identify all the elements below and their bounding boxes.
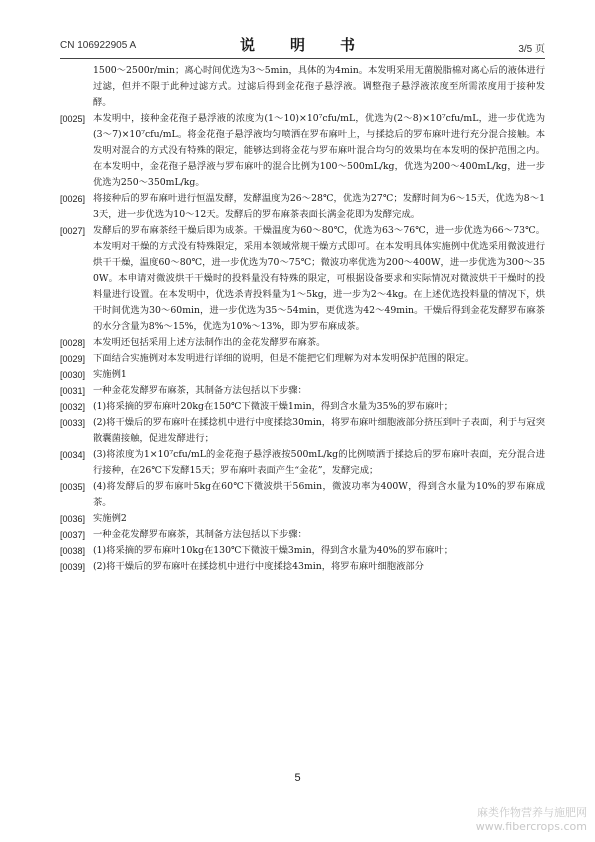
paragraph-0037 bbox=[60, 527, 545, 543]
section-heading: 实施例2 bbox=[93, 513, 127, 524]
publication-number: CN 106922905 A bbox=[60, 40, 137, 51]
paragraph-text: 本发明还包括采用上述方法制作出的金花发酵罗布麻茶。 bbox=[93, 337, 326, 348]
paragraph-text: (1)将采摘的罗布麻叶20kg在150℃下微波干燥1min，得到含水量为35%的罗布麻叶； bbox=[93, 401, 454, 412]
paragraph-number: [0034] bbox=[60, 450, 86, 460]
paragraph-text: 本发明中，接种金花孢子悬浮液的浓度为(1～10)×10⁷cfu/mL，优选为(2～8)×10⁷cfu/mL，进一步优选为(3～7)×10⁷cfu/mL。将金花孢子悬浮液均匀喷洒在罗布麻叶上，与揉捻后的罗布麻叶进行充分混合接触。本发明对混合的方式没有特殊的限定，能够达到将金花与罗布麻叶混合均匀的效果均在本发明的保护范围之内。在本发明中，金花孢子悬浮液与罗布麻叶的混合比例为100～500mL/kg，优选为200～400mL/kg，进一步优选为250～350mL/kg。 bbox=[93, 113, 545, 188]
paragraph-number: [0037] bbox=[60, 530, 86, 540]
section-heading: 实施例1 bbox=[93, 369, 127, 380]
paragraph-0039 bbox=[60, 559, 545, 575]
page-number: 5 bbox=[294, 772, 301, 784]
paragraph-0030 bbox=[60, 367, 545, 383]
paragraph-number: [0025] bbox=[60, 114, 86, 124]
paragraph-text: 一种金花发酵罗布麻茶，其制备方法包括以下步骤： bbox=[93, 385, 307, 396]
paragraph-number: [0029] bbox=[60, 354, 86, 364]
document-body bbox=[60, 63, 545, 575]
paragraph-number: [0030] bbox=[60, 370, 86, 380]
paragraph-0026 bbox=[60, 191, 545, 223]
paragraph-number: [0031] bbox=[60, 386, 86, 396]
paragraph-text: 发酵后的罗布麻茶经干燥后即为成茶。干燥温度为60～80℃，优选为63～76℃，进一步优选为66～73℃。本发明对干燥的方式没有特殊限定，采用本领域常规干燥方式即可。在本发明具体实施例中优选采用微波进行烘干干燥，温度60～80℃，进一步优选为70～75℃；微波功率优选为200～400W，进一步优选为300～350W。本申请对微波烘干干燥时的投料量没有特殊的限定，可根据设备要求和实际情况对微波烘干干燥时的投料量进行设置。在本发明中，优选杀青投料量为1～5kg，进一步为2～4kg。在上述优选投料量的情况下，烘干时间优选为30～60min，进一步优选为35～54min，更优选为42～49min。干燥后得到金花发酵罗布麻茶的水分含量为8%～15%，优选为10%～13%，即为罗布麻成茶。 bbox=[93, 225, 545, 332]
paragraph-0027 bbox=[60, 223, 545, 335]
watermark bbox=[476, 806, 587, 834]
paragraph-0025 bbox=[60, 111, 545, 191]
document-title: 说 明 书 bbox=[239, 36, 365, 54]
paragraph-0033 bbox=[60, 415, 545, 447]
paragraph-number: [0032] bbox=[60, 402, 86, 412]
paragraph-0035 bbox=[60, 479, 545, 511]
paragraph-number: [0036] bbox=[60, 514, 86, 524]
paragraph-0029 bbox=[60, 351, 545, 367]
paragraph-text: 将接种后的罗布麻叶进行恒温发酵，发酵温度为26～28℃，优选为27℃；发酵时间为6～15天，优选为8～13天，进一步优选为10～12天。发酵后的罗布麻茶表面长满金花即为发酵完成。 bbox=[93, 193, 545, 220]
paragraph-0031 bbox=[60, 383, 545, 399]
paragraph-0028 bbox=[60, 335, 545, 351]
paragraph-text: (2)将干燥后的罗布麻叶在揉捻机中进行中度揉捻30min，将罗布麻叶细胞液部分挤压到叶子表面，利于与冠突散囊菌接触，促进发酵进行； bbox=[93, 417, 545, 444]
page-indicator: 3/5 页 bbox=[518, 44, 545, 55]
paragraph-text: 一种金花发酵罗布麻茶，其制备方法包括以下步骤： bbox=[93, 529, 307, 540]
paragraph-number: [0028] bbox=[60, 338, 86, 348]
watermark-url: www.fibercrops.com bbox=[475, 820, 587, 833]
paragraph-0038 bbox=[60, 543, 545, 559]
watermark-title: 麻类作物营养与施肥网 bbox=[477, 806, 587, 819]
header-rule bbox=[60, 58, 545, 59]
paragraph-number: [0027] bbox=[60, 226, 86, 236]
paragraph-number: [0035] bbox=[60, 482, 86, 492]
paragraph-number: [0039] bbox=[60, 562, 86, 572]
paragraph-text: (3)将浓度为1×10⁷cfu/mL的金花孢子悬浮液按500mL/kg的比例喷洒于揉捻后的罗布麻叶表面，充分混合进行接种，在26℃下发酵15天；罗布麻叶表面产生“金花”，发酵完成； bbox=[93, 449, 545, 476]
paragraph-text: (1)将采摘的罗布麻叶10kg在130℃下微波干燥3min，得到含水量为40%的罗布麻叶； bbox=[93, 545, 454, 556]
paragraph-text: 下面结合实施例对本发明进行详细的说明，但是不能把它们理解为对本发明保护范围的限定。 bbox=[93, 353, 475, 364]
paragraph-number: [0026] bbox=[60, 194, 86, 204]
paragraph-0036 bbox=[60, 511, 545, 527]
paragraph-text: 1500～2500r/min；离心时间优选为3～5min，具体的为4min。本发明采用无菌脱脂棉对离心后的液体进行过滤，但并不限于此种过滤方式。过滤后得到金花孢子悬浮液。调整孢子悬浮液浓度至所需浓度用于接种发酵。 bbox=[93, 65, 545, 108]
paragraph-0034 bbox=[60, 447, 545, 479]
paragraph-continuation bbox=[60, 63, 545, 111]
paragraph-text: (4)将发酵后的罗布麻叶5kg在60℃下微波烘干56min，微波功率为400W，得到含水量为10%的罗布麻成茶。 bbox=[93, 481, 545, 508]
paragraph-text: (2)将干燥后的罗布麻叶在揉捻机中进行中度揉捻43min，将罗布麻叶细胞液部分 bbox=[93, 561, 424, 572]
page-header bbox=[60, 32, 545, 56]
paragraph-number: [0038] bbox=[60, 546, 86, 556]
paragraph-0032 bbox=[60, 399, 545, 415]
paragraph-number: [0033] bbox=[60, 418, 86, 428]
